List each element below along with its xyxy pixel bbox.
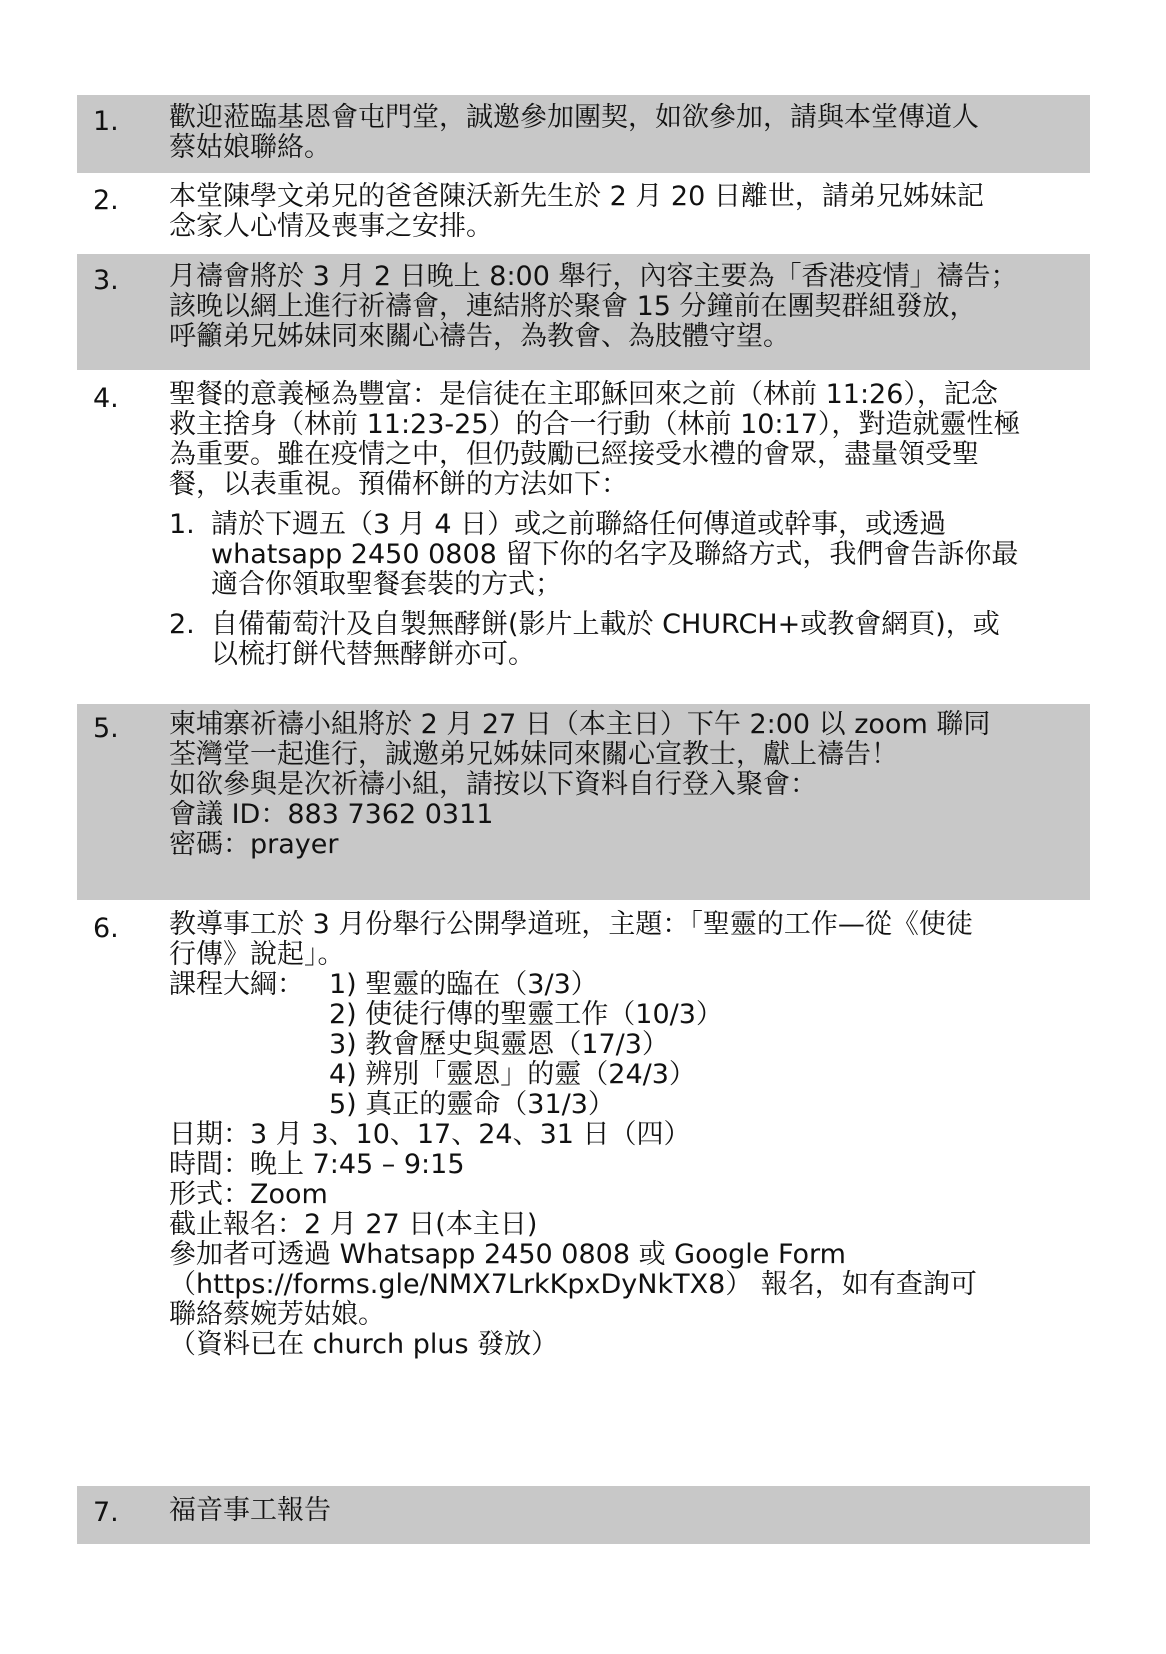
course-outline-item: 4) 辨別「靈恩」的靈（24/3）	[329, 1059, 696, 1090]
item-text: 餐，以表重視。預備杯餅的方法如下：	[169, 469, 628, 500]
course-outline-label: 課程大綱：	[169, 969, 304, 1000]
item-number: 1.	[93, 106, 119, 137]
registration-link[interactable]: （https://forms.gle/NMX7LrkKpxDyNkTX8） 報名，如有查詢可	[169, 1269, 977, 1300]
item-number: 2.	[93, 185, 119, 216]
registration-deadline: 截止報名：2 月 27 日(本主日)	[169, 1209, 538, 1240]
item-text: 該晚以網上進行祈禱會，連結將於聚會 15 分鐘前在團契群組發放，	[169, 291, 977, 322]
notice-item-7	[77, 1486, 1090, 1544]
item-text: 歡迎蒞臨基恩會屯門堂，誠邀參加團契，如欲參加，請與本堂傳道人	[169, 102, 979, 133]
contact-text: 聯絡蔡婉芳姑娘。	[169, 1299, 385, 1330]
item-number: 4.	[93, 383, 119, 414]
course-outline-item: 1) 聖靈的臨在（3/3）	[329, 969, 598, 1000]
item-text: 荃灣堂一起進行，誠邀弟兄姊妹同來關心宣教士，獻上禱告！	[169, 739, 898, 770]
item-text: 本堂陳學文弟兄的爸爸陳沃新先生於 2 月 20 日離世，請弟兄姊妹記	[169, 181, 984, 212]
course-format: 形式：Zoom	[169, 1179, 328, 1210]
item-number: 6.	[93, 913, 119, 944]
item-number: 3.	[93, 265, 119, 296]
sub-item-2	[169, 610, 1079, 670]
course-date: 日期：3 月 3、10、17、24、31 日（四）	[169, 1119, 691, 1150]
item-text: 教導事工於 3 月份舉行公開學道班，主題：「聖靈的工作—從《使徒	[169, 909, 973, 940]
course-outline-item: 3) 教會歷史與靈恩（17/3）	[329, 1029, 669, 1060]
sub-item-text: 請於下週五（3 月 4 日）或之前聯絡任何傳道或幹事，或透過	[211, 509, 947, 540]
course-outline-item: 5) 真正的靈命（31/3）	[329, 1089, 615, 1120]
item-text: 為重要。雖在疫情之中，但仍鼓勵已經接受水禮的會眾，盡量領受聖	[169, 439, 979, 470]
course-outline-item: 2) 使徒行傳的聖靈工作（10/3）	[329, 999, 723, 1030]
notice-item-1	[77, 95, 1090, 173]
sub-item-text: 以梳打餅代替無酵餅亦可。	[211, 639, 535, 670]
notice-item-6	[77, 908, 1090, 1448]
item-text: 蔡姑娘聯絡。	[169, 132, 331, 163]
course-outline-row	[169, 1090, 1079, 1120]
item-text: 聖餐的意義極為豐富：是信徒在主耶穌回來之前（林前 11:26），記念	[169, 379, 998, 410]
course-outline-row	[169, 1060, 1079, 1090]
registration-method: 參加者可透過 Whatsapp 2450 0808 或 Google Form	[169, 1239, 846, 1270]
notice-item-4	[77, 378, 1090, 678]
sub-item-text: 適合你領取聖餐套裝的方式；	[211, 569, 562, 600]
sub-item-text: 自備葡萄汁及自製無酵餅(影片上載於 CHURCH+或教會網頁)，或	[211, 609, 1000, 640]
notice-item-2	[77, 182, 1090, 248]
info-note: （資料已在 church plus 發放）	[169, 1329, 559, 1360]
meeting-id: 會議 ID：883 7362 0311	[169, 799, 494, 830]
item-text: 柬埔寨祈禱小組將於 2 月 27 日（本主日）下午 2:00 以 zoom 聯同	[169, 709, 991, 740]
course-outline-row	[169, 1000, 1079, 1030]
notice-item-5	[77, 704, 1090, 900]
notice-item-3	[77, 254, 1090, 370]
course-time: 時間：晚上 7:45 – 9:15	[169, 1149, 465, 1180]
item-number: 5.	[93, 713, 119, 744]
item-text: 念家人心情及喪事之安排。	[169, 211, 493, 242]
item-number: 7.	[93, 1497, 119, 1528]
course-outline-row	[169, 970, 1079, 1000]
item-text: 行傳》說起」。	[169, 939, 345, 970]
sub-item-number: 2.	[169, 609, 195, 640]
item-text: 呼籲弟兄姊妹同來關心禱告，為教會、為肢體守望。	[169, 321, 790, 352]
item-text: 如欲參與是次祈禱小組，請按以下資料自行登入聚會：	[169, 769, 817, 800]
item-text: 月禱會將於 3 月 2 日晚上 8:00 舉行，內容主要為「香港疫情」禱告；	[169, 261, 1018, 292]
sub-item-text: whatsapp 2450 0808 留下你的名字及聯絡方式，我們會告訴你最	[211, 539, 1019, 570]
meeting-password: 密碼：prayer	[169, 829, 339, 860]
sub-item-number: 1.	[169, 509, 195, 540]
sub-item-1	[169, 510, 1079, 600]
course-outline-row	[169, 1030, 1079, 1060]
item-text: 福音事工報告	[169, 1495, 331, 1526]
item-text: 救主捨身（林前 11:23-25）的合一行動（林前 10:17），對造就靈性極	[169, 409, 1021, 440]
